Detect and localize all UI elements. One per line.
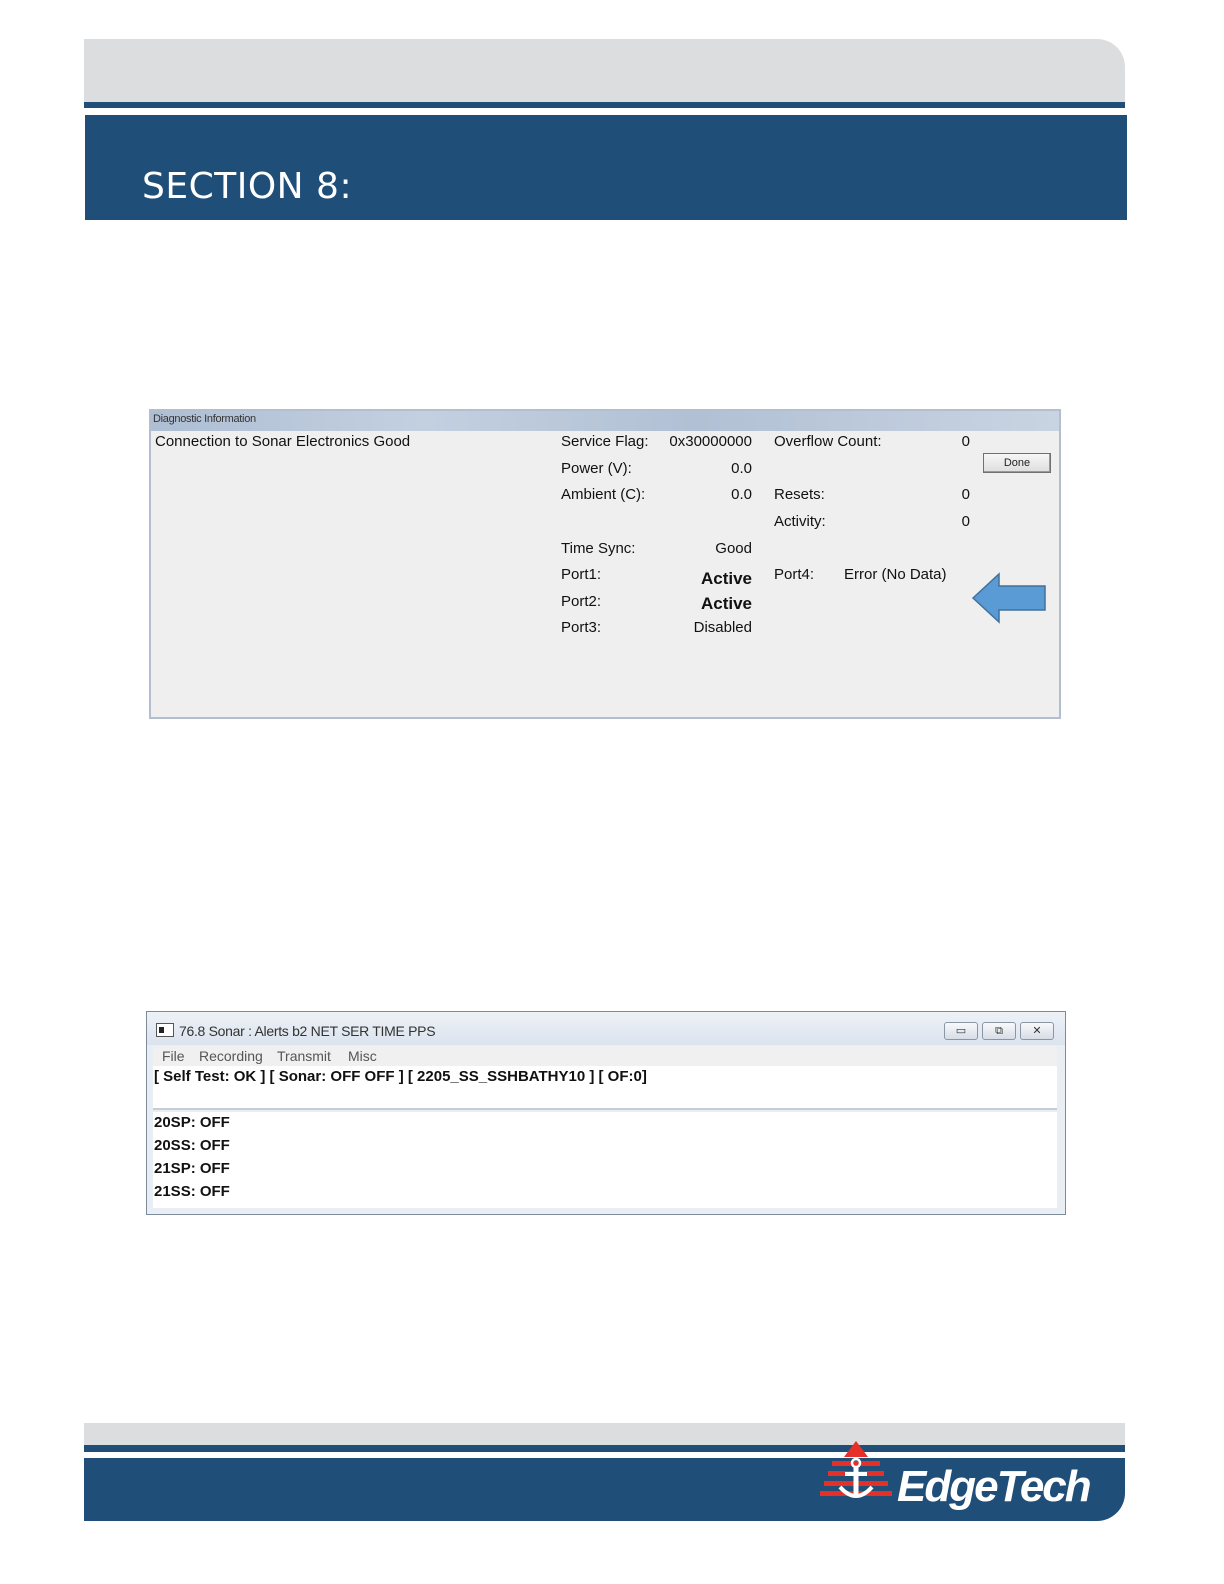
power-value: 0.0 (731, 460, 752, 477)
diagnostic-window-title: Diagnostic Information (151, 411, 1059, 431)
time-sync-label: Time Sync: (561, 540, 636, 557)
service-flag-value: 0x30000000 (669, 433, 752, 450)
ambient-value: 0.0 (731, 486, 752, 503)
menu-transmit[interactable]: Transmit (277, 1048, 331, 1064)
header-gray-bar (84, 39, 1125, 103)
brand-logo-text: EdgeTech (897, 1462, 1090, 1511)
list-item: 21SS: OFF (154, 1183, 230, 1200)
close-button[interactable]: ✕ (1020, 1022, 1054, 1040)
overflow-count-value: 0 (961, 433, 970, 450)
list-item: 20SS: OFF (154, 1137, 230, 1154)
time-sync-value: Good (715, 540, 752, 557)
port3-value: Disabled (693, 619, 752, 636)
port3-label: Port3: (561, 619, 602, 636)
app-icon (156, 1023, 174, 1037)
port2-value: Active (700, 594, 752, 613)
diagnostic-body (151, 431, 1059, 717)
left-arrow-icon (971, 572, 1047, 624)
overflow-count-label: Overflow Count: (774, 433, 882, 450)
activity-value: 0 (961, 513, 970, 530)
port4-label: Port4: (774, 566, 815, 583)
port2-label: Port2: (561, 593, 602, 610)
service-flag-label: Service Flag: (561, 433, 649, 450)
activity-label: Activity: (774, 513, 826, 530)
anchor-logo-icon (818, 1441, 894, 1505)
maximize-button[interactable]: ⧉ (982, 1022, 1016, 1040)
resets-value: 0 (961, 486, 970, 503)
sonar-titlebar (147, 1012, 1065, 1045)
port4-value: Error (No Data) (844, 566, 947, 583)
diagnostic-window (149, 409, 1061, 719)
list-item: 20SP: OFF (154, 1114, 230, 1131)
sonar-window-title: 76.8 Sonar : Alerts b2 NET SER TIME PPS (179, 1023, 436, 1039)
sonar-window (146, 1011, 1066, 1215)
port1-value: Active (700, 569, 752, 588)
status-line: [ Self Test: OK ] [ Sonar: OFF OFF ] [ 2205_SS_SSHBATHY10 ] [ OF:0] (153, 1066, 1057, 1110)
list-item: 21SP: OFF (154, 1160, 230, 1177)
page-title: SECTION 8: (142, 166, 353, 207)
menu-recording[interactable]: Recording (199, 1048, 263, 1064)
power-label: Power (V): (561, 460, 632, 477)
channel-list (153, 1112, 1057, 1208)
resets-label: Resets: (774, 486, 825, 503)
menu-bar (153, 1046, 1057, 1066)
footer-gray-bar (84, 1423, 1125, 1445)
menu-misc[interactable]: Misc (348, 1048, 377, 1064)
ambient-label: Ambient (C): (561, 486, 646, 503)
done-button[interactable]: Done (983, 453, 1051, 473)
minimize-button[interactable]: ▭ (944, 1022, 978, 1040)
footer-rule (84, 1445, 1125, 1452)
port1-label: Port1: (561, 566, 602, 583)
menu-file[interactable]: File (162, 1048, 185, 1064)
header-rule (84, 102, 1125, 108)
connection-status: Connection to Sonar Electronics Good (155, 433, 411, 450)
